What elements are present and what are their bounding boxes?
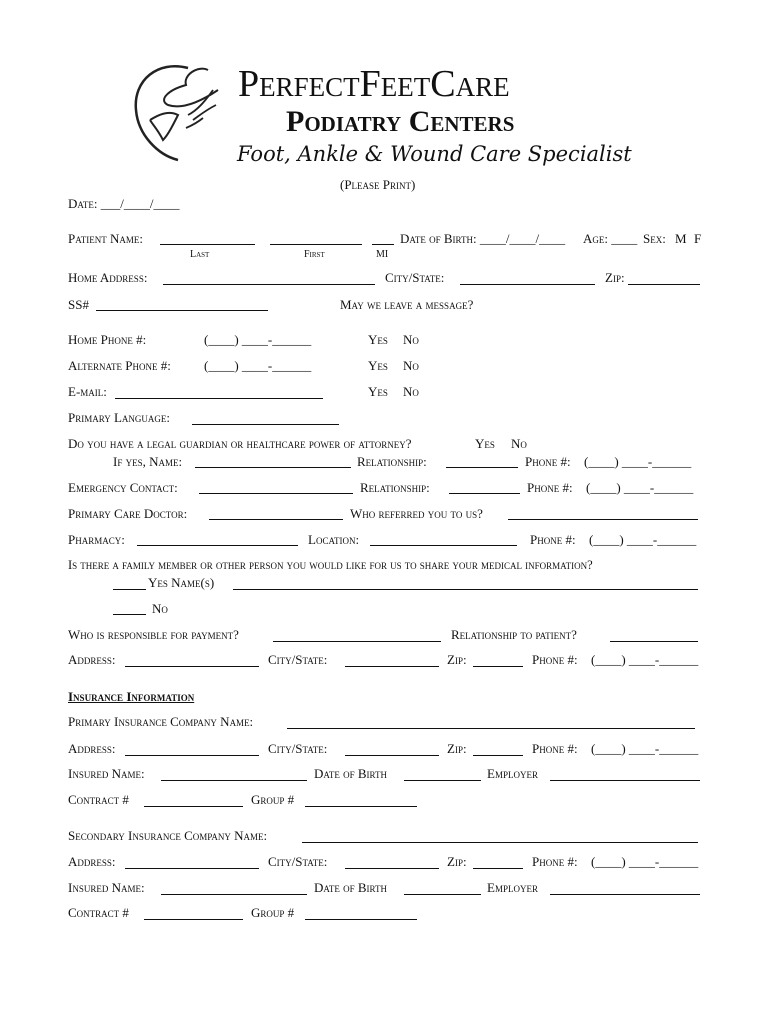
family-no-label: No xyxy=(152,601,168,616)
secondary-insured-dob-label: Date of Birth xyxy=(314,880,388,895)
guardian-phone-field[interactable]: (____) ____-______ xyxy=(584,454,692,469)
mi-label: MI xyxy=(376,249,389,260)
primary-group-line[interactable] xyxy=(305,806,417,807)
primary-ins-address-label: Address: xyxy=(68,741,116,756)
sex-label: Sex: xyxy=(643,231,666,246)
guardian-name-label: If yes, Name: xyxy=(113,454,183,469)
guardian-yes[interactable]: Yes xyxy=(475,436,495,451)
emergency-contact-label: Emergency Contact: xyxy=(68,480,178,495)
alt-phone-yes[interactable]: Yes xyxy=(368,358,388,373)
dob-field[interactable]: Date of Birth: ____/____/____ xyxy=(400,231,566,246)
date-field[interactable]: Date: ___/____/____ xyxy=(68,196,180,211)
email-yes[interactable]: Yes xyxy=(368,384,388,399)
brand-tagline: Foot, Ankle & Wound Care Specialist xyxy=(237,142,632,166)
primary-insured-name-line[interactable] xyxy=(161,780,307,781)
guardian-phone-label: Phone #: xyxy=(525,454,571,469)
city-state-label: City/State: xyxy=(385,270,445,285)
secondary-insured-dob-line[interactable] xyxy=(404,894,481,895)
location-line[interactable] xyxy=(370,545,517,546)
sex-m-option[interactable]: M xyxy=(675,231,687,246)
last-name-line[interactable] xyxy=(160,244,255,245)
secondary-insurance-line[interactable] xyxy=(302,842,698,843)
secondary-insured-name-line[interactable] xyxy=(161,894,307,895)
referred-label: Who referred you to us? xyxy=(350,506,483,521)
resp-zip-label: Zip: xyxy=(447,652,467,667)
email-line[interactable] xyxy=(115,398,323,399)
alt-phone-no[interactable]: No xyxy=(403,358,419,373)
resp-city-line[interactable] xyxy=(345,666,439,667)
resp-address-label: Address: xyxy=(68,652,116,667)
secondary-ins-city-line[interactable] xyxy=(345,868,439,869)
family-no-check-line[interactable] xyxy=(113,614,146,615)
primary-contract-line[interactable] xyxy=(144,806,243,807)
secondary-contract-line[interactable] xyxy=(144,919,243,920)
first-label: First xyxy=(304,249,325,260)
family-yes-names-label: Yes Name(s) xyxy=(148,575,215,590)
primary-employer-label: Employer xyxy=(487,766,538,781)
email-label: E-mail: xyxy=(68,384,107,399)
primary-ins-zip-line[interactable] xyxy=(473,755,523,756)
referred-line[interactable] xyxy=(508,519,698,520)
primary-ins-address-line[interactable] xyxy=(125,755,259,756)
brand-subtitle: Podiatry Centers xyxy=(286,105,515,138)
pharmacy-label: Pharmacy: xyxy=(68,532,125,547)
guardian-no[interactable]: No xyxy=(511,436,527,451)
secondary-ins-address-line[interactable] xyxy=(125,868,259,869)
family-names-line[interactable] xyxy=(233,589,698,590)
primary-ins-phone-label: Phone #: xyxy=(532,741,578,756)
primary-insured-dob-label: Date of Birth xyxy=(314,766,388,781)
responsible-label: Who is responsible for payment? xyxy=(68,627,239,642)
resp-phone-field[interactable]: (____) ____-______ xyxy=(591,652,699,667)
guardian-relationship-line[interactable] xyxy=(446,467,518,468)
resp-city-label: City/State: xyxy=(268,652,328,667)
primary-ins-city-line[interactable] xyxy=(345,755,439,756)
sex-f-option[interactable]: F xyxy=(694,231,702,246)
relationship-patient-label: Relationship to patient? xyxy=(451,627,577,642)
insurance-heading: Insurance Information xyxy=(68,689,195,704)
home-address-line[interactable] xyxy=(163,284,375,285)
pharmacy-phone-field[interactable]: (____) ____-______ xyxy=(589,532,697,547)
home-phone-no[interactable]: No xyxy=(403,332,419,347)
zip-line[interactable] xyxy=(628,284,700,285)
family-yes-check-line[interactable] xyxy=(113,589,146,590)
emergency-phone-label: Phone #: xyxy=(527,480,573,495)
emergency-relationship-label: Relationship: xyxy=(360,480,430,495)
zip-label: Zip: xyxy=(605,270,625,285)
home-phone-label: Home Phone #: xyxy=(68,332,147,347)
city-state-line[interactable] xyxy=(460,284,595,285)
patient-name-label: Patient Name: xyxy=(68,231,143,246)
message-question: May we leave a message? xyxy=(340,297,474,312)
first-name-line[interactable] xyxy=(270,244,362,245)
primary-language-label: Primary Language: xyxy=(68,410,171,425)
secondary-group-line[interactable] xyxy=(305,919,417,920)
pcp-label: Primary Care Doctor: xyxy=(68,506,188,521)
primary-group-label: Group # xyxy=(251,792,295,807)
guardian-name-line[interactable] xyxy=(195,467,351,468)
home-phone-yes[interactable]: Yes xyxy=(368,332,388,347)
print-note: (Please Print) xyxy=(340,177,416,192)
pharmacy-line[interactable] xyxy=(137,545,298,546)
secondary-insured-name-label: Insured Name: xyxy=(68,880,145,895)
guardian-question: Do you have a legal guardian or healthcare power of attorney? xyxy=(68,436,412,451)
secondary-ins-phone-field[interactable]: (____) ____-______ xyxy=(591,854,699,869)
mi-line[interactable] xyxy=(372,244,394,245)
primary-insured-dob-line[interactable] xyxy=(404,780,481,781)
pcp-line[interactable] xyxy=(209,519,343,520)
ss-line[interactable] xyxy=(96,310,268,311)
secondary-group-label: Group # xyxy=(251,905,295,920)
emergency-relationship-line[interactable] xyxy=(449,493,520,494)
resp-phone-label: Phone #: xyxy=(532,652,578,667)
age-field[interactable]: Age: ____ xyxy=(583,231,638,246)
last-label: Last xyxy=(190,249,210,260)
secondary-ins-phone-label: Phone #: xyxy=(532,854,578,869)
secondary-ins-address-label: Address: xyxy=(68,854,116,869)
secondary-employer-line[interactable] xyxy=(550,894,700,895)
guardian-relationship-label: Relationship: xyxy=(357,454,427,469)
primary-ins-city-label: City/State: xyxy=(268,741,328,756)
relationship-patient-line[interactable] xyxy=(610,641,698,642)
secondary-insurance-label: Secondary Insurance Company Name: xyxy=(68,828,268,843)
resp-address-line[interactable] xyxy=(125,666,259,667)
emergency-phone-field[interactable]: (____) ____-______ xyxy=(586,480,694,495)
email-no[interactable]: No xyxy=(403,384,419,399)
emergency-contact-line[interactable] xyxy=(199,493,353,494)
primary-employer-line[interactable] xyxy=(550,780,700,781)
home-phone-field[interactable]: (____) ____-______ xyxy=(204,332,312,347)
secondary-ins-zip-label: Zip: xyxy=(447,854,467,869)
primary-contract-label: Contract # xyxy=(68,792,129,807)
pharmacy-phone-label: Phone #: xyxy=(530,532,576,547)
ss-label: SS# xyxy=(68,297,89,312)
resp-zip-line[interactable] xyxy=(473,666,523,667)
primary-insured-name-label: Insured Name: xyxy=(68,766,145,781)
primary-ins-phone-field[interactable]: (____) ____-______ xyxy=(591,741,699,756)
foot-logo-icon xyxy=(128,60,228,170)
secondary-ins-city-label: City/State: xyxy=(268,854,328,869)
primary-insurance-label: Primary Insurance Company Name: xyxy=(68,714,254,729)
secondary-contract-label: Contract # xyxy=(68,905,129,920)
alt-phone-field[interactable]: (____) ____-______ xyxy=(204,358,312,373)
home-address-label: Home Address: xyxy=(68,270,148,285)
secondary-employer-label: Employer xyxy=(487,880,538,895)
primary-ins-zip-label: Zip: xyxy=(447,741,467,756)
secondary-ins-zip-line[interactable] xyxy=(473,868,523,869)
primary-language-line[interactable] xyxy=(192,424,339,425)
responsible-line[interactable] xyxy=(273,641,441,642)
family-question: Is there a family member or other person you would like for us to share your medical information? xyxy=(68,558,593,572)
location-label: Location: xyxy=(308,532,360,547)
alt-phone-label: Alternate Phone #: xyxy=(68,358,171,373)
brand-title: PerfectFeetCare xyxy=(238,63,510,105)
primary-insurance-line[interactable] xyxy=(287,728,695,729)
